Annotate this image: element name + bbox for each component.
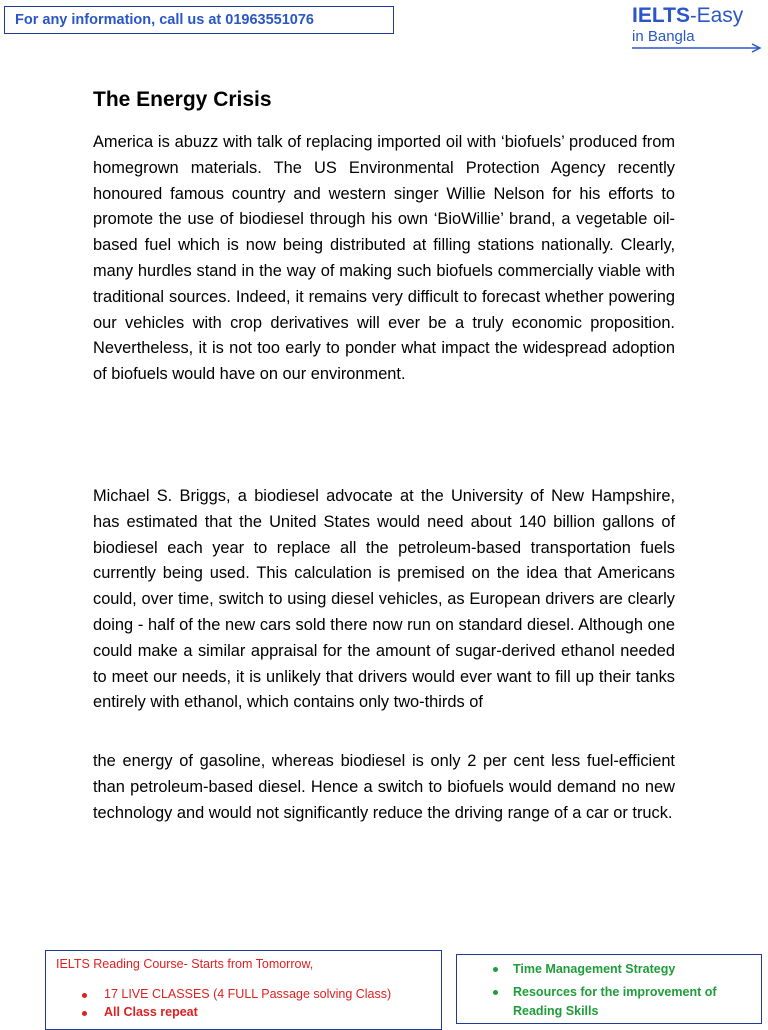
features-item [513,960,761,979]
reading-course-ad [45,950,442,1030]
contact-info-box [4,6,394,34]
logo-title [632,4,743,28]
article-title: The Energy Crisis [93,88,272,111]
course-ad-item-text: All Class repeat [104,1005,198,1019]
bullet-icon [82,1011,87,1016]
bullet-icon [493,967,498,972]
bullet-icon [82,993,87,998]
features-list [513,960,761,1021]
article-paragraph-3: the energy of gasoline, whereas biodiesel is only 2 per cent less fuel-efficient than petroleum-based diesel. Hence a switch to biofuels would demand no new technology and would not significantly reduce the driving range of a car or truck. [93,752,675,822]
logo-arrow-icon [630,42,766,54]
article-paragraph-1: America is abuzz with talk of replacing imported oil with ‘biofuels’ produced from homegrown materials. The US Environmental Protection Agency recently honoured famous country and western singer Willie Nelson for his efforts to promote the use of biodiesel through his own ‘BioWillie’ brand, a vegetable oil-based fuel which is now being distributed at filling stations nationally. Clearly, many hurdles stand in the way of making such biofuels commercially viable with traditional sources. Indeed, it remains very difficult to forecast whether powering our vehicles with crop derivatives will ever be a truly economic proposition. Nevertheless, it is not too early to ponder what impact the widespread adoption of biofuels would have on our environment. [93,133,675,384]
course-ad-list [56,987,441,1019]
course-ad-item [56,987,441,1001]
course-ad-item-text: 17 LIVE CLASSES (4 FULL Passage solving Class) [104,987,392,1001]
features-item-text: Resources for the improvement of Reading Skills [513,985,717,1018]
logo-easy-text: Easy [696,4,744,27]
course-ad-item [56,1005,441,1019]
logo-dash-text: - [689,5,697,27]
bullet-icon [493,990,498,995]
ielts-easy-logo [630,4,766,54]
features-item [513,983,761,1021]
features-ad [456,954,762,1024]
features-item-text: Time Management Strategy [513,962,676,976]
course-ad-heading: IELTS Reading Course- Starts from Tomorrow, [56,957,314,971]
article-paragraph-2: Michael S. Briggs, a biodiesel advocate at the University of New Hampshire, has estimated that the United States would need about 140 billion gallons of biodiesel each year to replace all the petroleum-based transportation fuels currently being used. This calculation is premised on the idea that Americans could, over time, switch to using diesel vehicles, as European drivers are clearly doing - half of the new cars sold there now run on standard diesel. Although one could make a similar appraisal for the amount of sugar-derived ethanol needed to meet our needs, it is unlikely that drivers would ever want to fill up their tanks entirely with ethanol, which contains only two-thirds of [93,487,675,712]
logo-ielts-text: IELTS [632,4,690,27]
logo-subtitle: in Bangla [632,28,695,45]
contact-info-text: For any information, call us at 01963551076 [15,12,314,28]
